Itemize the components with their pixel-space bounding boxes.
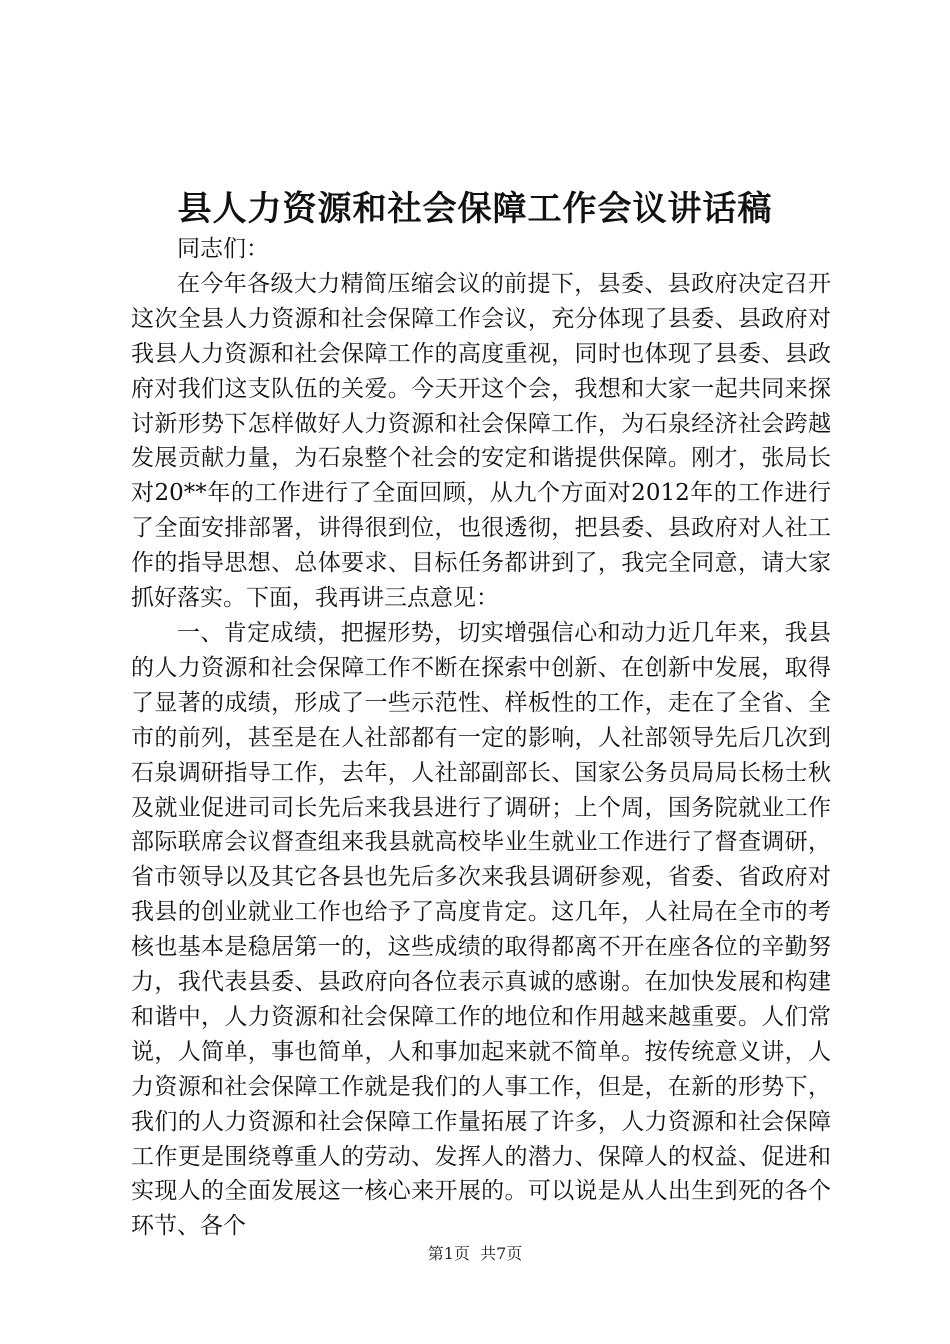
document-title: 县人力资源和社会保障工作会议讲话稿 — [177, 189, 773, 229]
document-body — [131, 232, 831, 1244]
salutation: 同志们： — [177, 236, 269, 262]
paragraph-point-one: 一、肯定成绩，把握形势，切实增强信心和动力近几年来，我县的人力资源和社会保障工作不断在探索中创新、在创新中发展，取得了显著的成绩，形成了一些示范性、样板性的工作，走在了全省、全市的前列，甚至是在人社部都有一定的影响，人社部领导先后几次到石泉调研指导工作，去年，人社部副部长、国家公务员局局长杨士秋及就业促进司司长先后来我县进行了调研；上个周，国务院就业工作部际联席会议督查组来我县就高校毕业生就业工作进行了督查调研，省市领导以及其它各县也先后多次来我县调研参观，省委、省政府对我县的创业就业工作也给予了高度肯定。这几年，人社局在全市的考核也基本是稳居第一的，这些成绩的取得都离不开在座各位的辛勤努力，我代表县委、县政府向各位表示真诚的感谢。在加快发展和构建和谐中，人力资源和社会保障工作的地位和作用越来越重要。人们常说，人简单，事也简单，人和事加起来就不简单。按传统意义讲，人力资源和社会保障工作就是我们的人事工作，但是，在新的形势下，我们的人力资源和社会保障工作量拓展了许多，人力资源和社会保障工作更是围绕尊重人的劳动、发挥人的潜力、保障人的权益、促进和实现人的全面发展这一核心来开展的。可以说是从人出生到死的各个环节、各个 — [131, 619, 831, 1240]
page-number-label: 第1页 共7页 — [427, 1244, 523, 1263]
page-footer — [0, 1242, 950, 1266]
paragraph-intro: 在今年各级大力精简压缩会议的前提下，县委、县政府决定召开这次全县人力资源和社会保障工作会议，充分体现了县委、县政府对我县人力资源和社会保障工作的高度重视，同时也体现了县委、县政府对我们这支队伍的关爱。今天开这个会，我想和大家一起共同来探讨新形势下怎样做好人力资源和社会保障工作，为石泉经济社会跨越发展贡献力量，为石泉整个社会的安定和谐提供保障。刚才，张局长对20**年的工作进行了全面回顾，从九个方面对2012年的工作进行了全面安排部署，讲得很到位，也很透彻，把县委、县政府对人社工作的指导思想、总体要求、目标任务都讲到了，我完全同意，请大家抓好落实。下面，我再讲三点意见： — [131, 270, 831, 612]
